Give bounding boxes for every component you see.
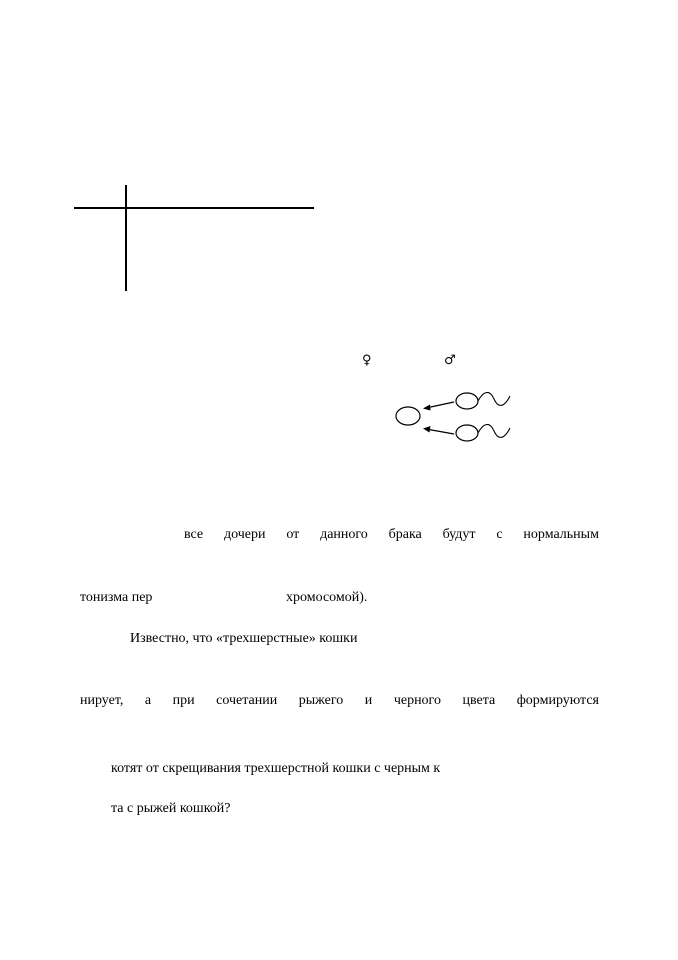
- word: дочери: [223, 527, 266, 542]
- fertilization-diagram: [390, 380, 520, 450]
- text-line-tricolor-cats: Известно, что «трехшерстные» кошки: [130, 631, 358, 646]
- text-line-tonizma: тонизма пер: [80, 590, 153, 605]
- word: черного: [393, 693, 441, 708]
- text-line-kittens: котят от скрещивания трехшерстной кошки с черным к: [111, 761, 441, 776]
- word: нирует,: [80, 693, 124, 708]
- table-horizontal-rule: [74, 207, 314, 209]
- word: все: [184, 527, 204, 542]
- word: рыжего: [298, 693, 344, 708]
- text-line-chromosome: хромосомой).: [286, 590, 368, 605]
- word: от: [286, 527, 300, 542]
- sperm-cell-icon: [456, 424, 510, 441]
- word: будут: [442, 527, 476, 542]
- word: и: [364, 693, 373, 708]
- female-symbol-icon: ♀: [362, 353, 372, 368]
- word: формируются: [516, 693, 599, 708]
- sperm-cell-icon: [456, 392, 510, 409]
- male-symbol-icon: ♂: [444, 353, 456, 368]
- word: с: [496, 527, 503, 542]
- arrow-icon: [423, 426, 454, 434]
- word: цвета: [462, 693, 496, 708]
- text-line-daughters: [184, 527, 599, 543]
- word: брака: [388, 527, 422, 542]
- egg-cell-icon: [396, 407, 420, 425]
- text-line-question: та с рыжей кошкой?: [111, 801, 231, 816]
- word: нормальным: [523, 527, 599, 542]
- word: при: [172, 693, 195, 708]
- arrow-icon: [423, 402, 454, 411]
- word: сочетании: [216, 693, 278, 708]
- word: а: [144, 693, 152, 708]
- text-line-colors: [80, 693, 599, 709]
- table-vertical-rule: [125, 185, 127, 291]
- word: данного: [320, 527, 368, 542]
